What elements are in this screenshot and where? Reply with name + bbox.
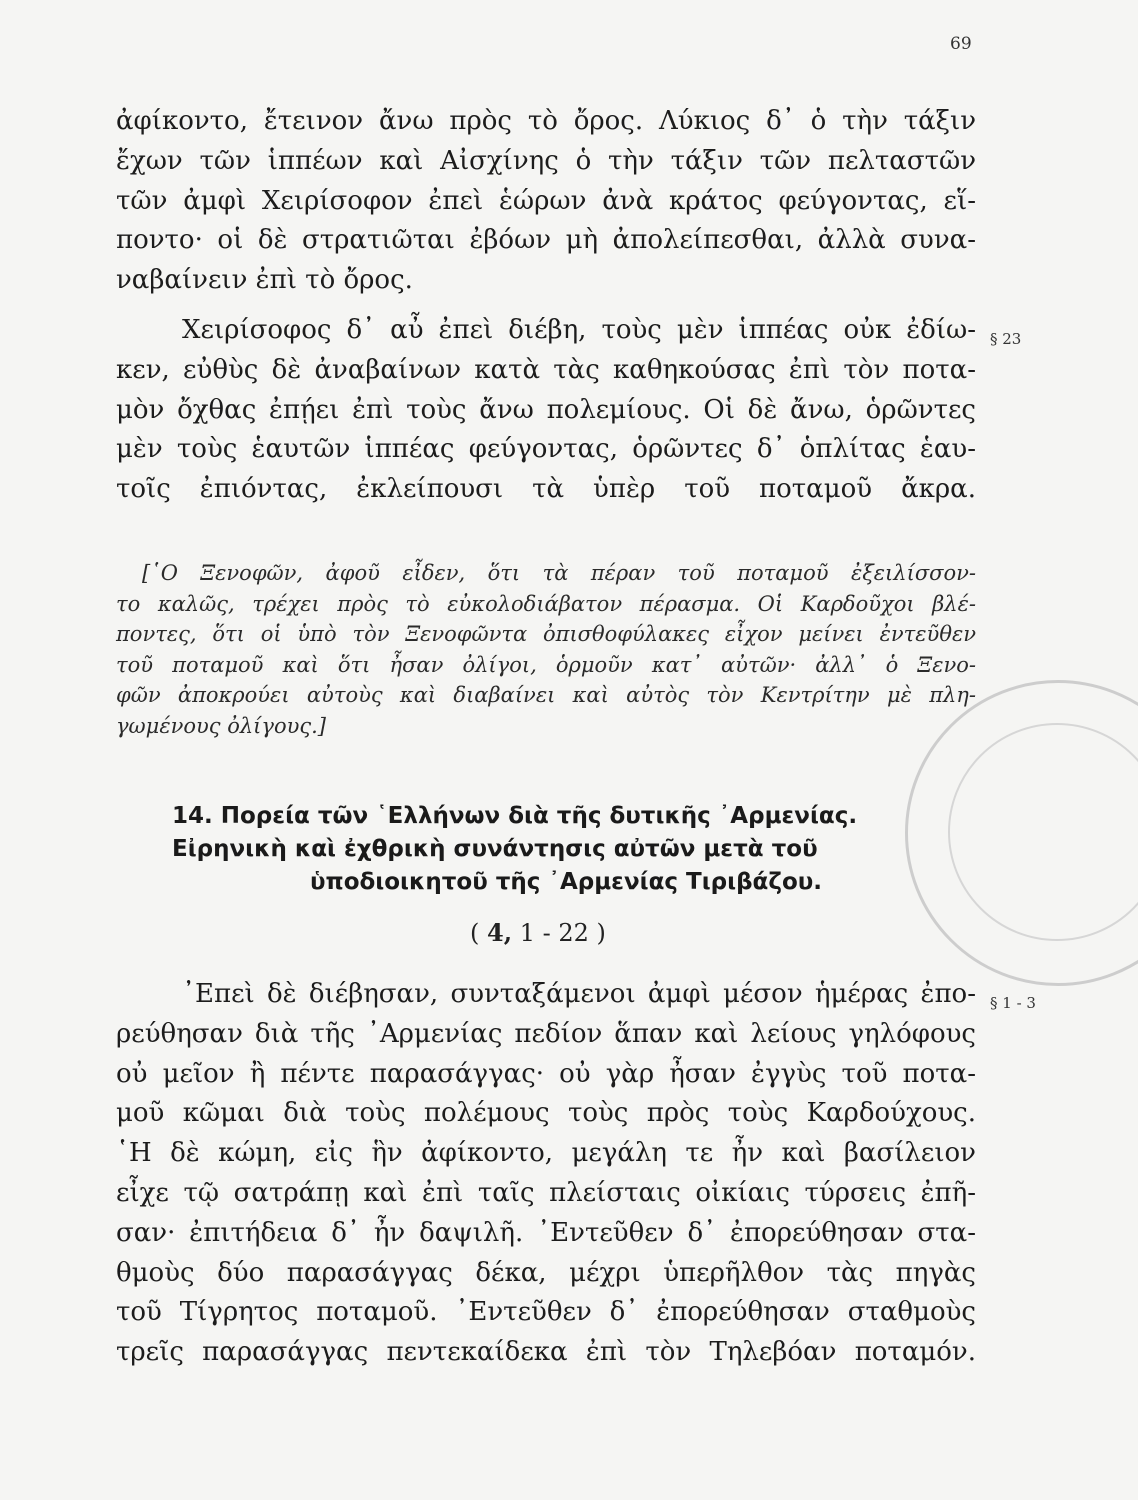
text-line: τοῦ ποταμοῦ καὶ ὅτι ἦσαν ὀλίγοι, ὁρμοῦν κατ᾿ αὐτῶν· ἀλλ᾿ ὁ Ξενο-	[116, 652, 976, 677]
text-line: Χειρίσοφος δ᾿ αὖ ἐπεὶ διέβη, τοὺς μὲν ἱππέας οὐκ ἐδίω-	[182, 315, 976, 345]
chapter-reference: ( 4, 1 - 22 )	[470, 918, 606, 947]
text-line: σαν· ἐπιτήδεια δ᾿ ἦν δαψιλῆ. ᾿Εντεῦθεν δ᾿ ἐπορεύθησαν στα-	[116, 1217, 976, 1248]
text-line: ῾Η δὲ κώμη, εἰς ἣν ἀφίκοντο, μεγάλη τε ἦν καὶ βασίλειον	[116, 1138, 976, 1169]
text-line: γωμένους ὀλίγους.]	[116, 713, 326, 738]
italic-summary	[116, 558, 976, 741]
text-line: τῶν ἀμφὶ Χειρίσοφον ἐπεὶ ἑώρων ἀνὰ κράτος φεύγοντας, εἵ-	[116, 185, 976, 216]
text-line: μὲν τοὺς ἑαυτῶν ἱππέας φεύγοντας, ὁρῶντες δ᾿ ὁπλίτας ἑαυ-	[116, 434, 976, 465]
text-line: τρεῖς παρασάγγας πεντεκαίδεκα ἐπὶ τὸν Τηλεβόαν ποταμόν.	[116, 1337, 976, 1368]
heading-line: ὑποδιοικητοῦ τῆς ᾿Αρμενίας Τιριβάζου.	[309, 869, 823, 895]
text-line: τοῦ Τίγρητος ποταμοῦ. ᾿Εντεῦθεν δ᾿ ἐπορεύθησαν σταθμοὺς	[116, 1297, 976, 1328]
text-line: εἶχε τῷ σατράπῃ καὶ ἐπὶ ταῖς πλείσταις οἰκίαις τύρσεις ἐπῆ-	[116, 1177, 976, 1208]
section-heading	[116, 800, 976, 899]
ref-range: 1 - 22	[519, 919, 589, 947]
text-line: [῾Ο Ξενοφῶν, ἀφοῦ εἶδεν, ὅτι τὰ πέραν τοῦ ποταμοῦ ἐξειλίσσον-	[142, 561, 976, 585]
paragraph-continuation	[116, 102, 976, 301]
text-line: ποντο· οἱ δὲ στρατιῶται ἐβόων μὴ ἀπολείπεσθαι, ἀλλὰ συνα-	[116, 225, 976, 256]
margin-section-ref: § 23	[990, 330, 1022, 348]
text-line: φῶν ἀποκρούει αὐτοὺς καὶ διαβαίνει καὶ αὐτὸς τὸν Κεντρίτην μὲ πλη-	[116, 683, 976, 707]
text-line: ᾿Επεὶ δὲ διέβησαν, συνταξάμενοι ἀμφὶ μέσον ἡμέρας ἐπο-	[182, 979, 976, 1009]
paragraph-section-23	[116, 311, 976, 510]
text-line: τοῖς ἐπιόντας, ἐκλείπουσι τὰ ὑπὲρ τοῦ ποταμοῦ ἄκρα.	[116, 474, 976, 505]
text-line: ποντες, ὅτι οἱ ὑπὸ τὸν Ξενοφῶντα ὀπισθοφύλακες εἶχον μείνει ἐντεῦθεν	[116, 622, 976, 646]
text-line: θμοὺς δύο παρασάγγας δέκα, μέχρι ὑπερῆλθον τὰς πηγὰς	[116, 1257, 976, 1288]
text-line: μοῦ κῶμαι διὰ τοὺς πολέμους τοὺς πρὸς τοὺς Καρδούχους.	[116, 1098, 976, 1129]
heading-line: Εἰρηνικὴ καὶ ἐχθρικὴ συνάντησις αὐτῶν μετὰ τοῦ	[172, 836, 818, 862]
ref-chapter: 4,	[487, 918, 513, 947]
paragraph-section-1-3	[116, 975, 976, 1373]
page-number: 69	[950, 34, 972, 54]
text-line: το καλῶς, τρέχει πρὸς τὸ εὐκολοδιάβατον πέρασμα. Οἱ Καρδοῦχοι βλέ-	[116, 591, 976, 616]
text-line: κεν, εὐθὺς δὲ ἀναβαίνων κατὰ τὰς καθηκούσας ἐπὶ τὸν ποτα-	[116, 354, 976, 385]
text-line: ἔχων τῶν ἱππέων καὶ Αἰσχίνης ὁ τὴν τάξιν τῶν πελταστῶν	[116, 145, 976, 176]
margin-section-ref: § 1 - 3	[990, 994, 1036, 1012]
text-line: ρεύθησαν διὰ τῆς ᾿Αρμενίας πεδίον ἅπαν καὶ λείους γηλόφους	[116, 1018, 976, 1049]
heading-line: 14. Πορεία τῶν ῾Ελλήνων διὰ τῆς δυτικῆς ᾿Αρμενίας.	[172, 803, 858, 829]
text-line: ἀφίκοντο, ἔτεινον ἄνω πρὸς τὸ ὄρος. Λύκιος δ᾿ ὁ τὴν τάξιν	[116, 106, 976, 136]
text-line: ναβαίνειν ἐπὶ τὸ ὄρος.	[116, 265, 413, 296]
text-line: μὸν ὄχθας ἐπῄει ἐπὶ τοὺς ἄνω πολεμίους. Οἱ δὲ ἄνω, ὁρῶντες	[116, 394, 976, 425]
text-line: οὐ μεῖον ἢ πέντε παρασάγγας· οὐ γὰρ ἦσαν ἐγγὺς τοῦ ποτα-	[116, 1058, 976, 1089]
